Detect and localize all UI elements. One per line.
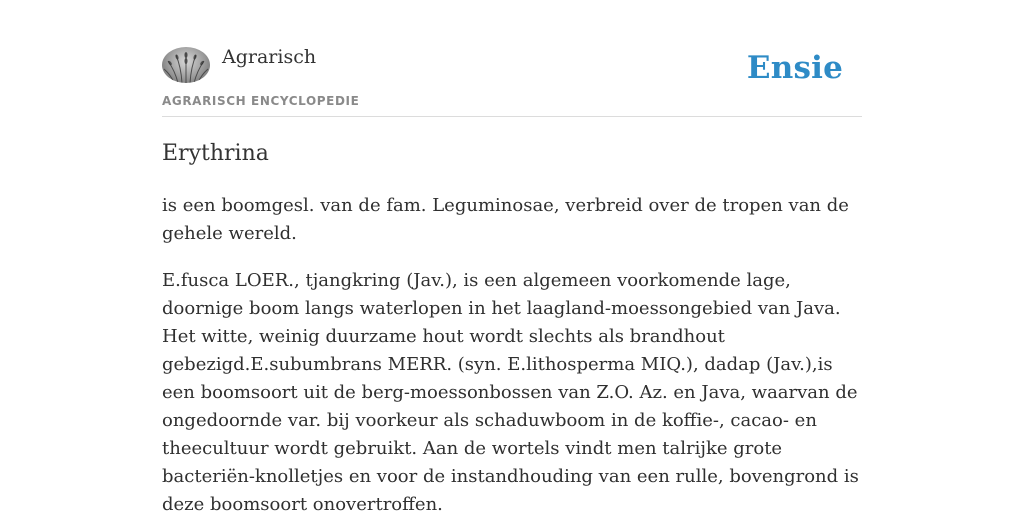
page <box>162 0 862 515</box>
encyclopedia-subtitle: AGRARISCH ENCYCLOPEDIE <box>162 94 360 108</box>
source-name[interactable]: Agrarisch <box>222 46 317 68</box>
wheat-icon[interactable] <box>162 47 210 83</box>
header <box>162 0 862 117</box>
article-paragraph: E.fusca LOER., tjangkring (Jav.), is een algemeen voorkomende lage, doornige boom langs waterlopen in het laagland-moessongebied van Java. Het witte, weinig duurzame hout wordt slechts als brandhout gebezigd.E.subumbrans MERR. (syn. E.lithosperma MIQ.), dadap (Jav.),is een boomsoort uit de berg-moessonbossen van Z.O. Az. en Java, waarvan de ongedoornde var. bij voorkeur als schaduwboom in de koffie-, cacao- en theecultuur wordt gebruikt. Aan de wortels vindt men talrijke grote bacteriën-knolletjes en voor de instandhouding van een rulle, bovengrond is deze boomsoort onovertroffen. <box>162 270 859 515</box>
article-title: Erythrina <box>162 141 269 166</box>
article-paragraph: is een boomgesl. van de fam. Leguminosae, verbreid over de tropen van de gehele wereld. <box>162 195 849 244</box>
brand-logo-link[interactable]: Ensie <box>746 50 843 86</box>
